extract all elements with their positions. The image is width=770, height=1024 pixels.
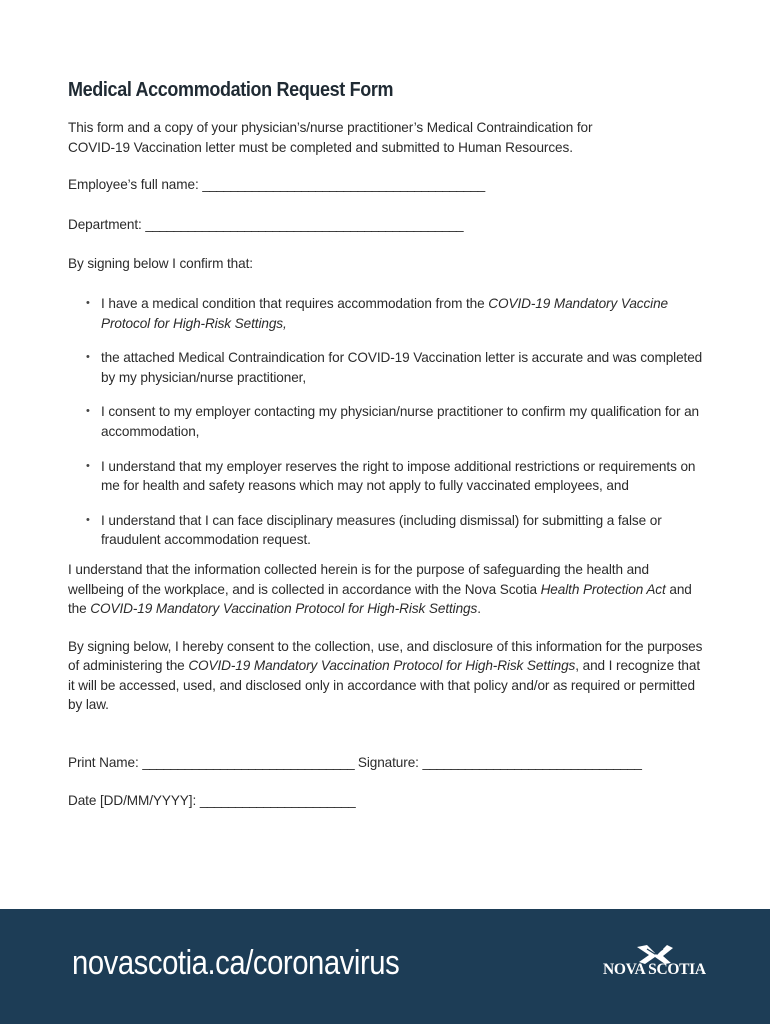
employee-name-label: Employee’s full name: [68,177,199,193]
print-name-label: Print Name: [68,755,139,771]
information-paragraph [68,560,708,619]
employee-name-field[interactable]: ________________________________________ [202,177,485,193]
date-row [68,791,708,811]
intro-line-2: COVID-19 Vaccination letter must be completed and submitted to Human Resources. [68,139,573,155]
signature-label: Signature: [357,755,419,771]
nova-scotia-logo [603,943,707,983]
protocol-ref: COVID-19 Mandatory Vaccination Protocol for High-Risk Settings [90,601,478,617]
logo-wordmark: NOVA SCOTIA [603,961,706,978]
footer-url[interactable]: novascotia.ca/coronavirus [72,944,400,982]
date-label: Date [DD/MM/YYYY]: [68,792,197,808]
list-item [86,348,708,387]
list-item [86,457,708,496]
consent-paragraph [68,637,708,715]
bullet-text: the attached Medical Contraindication for COVID-19 Vaccination letter is accurate and was completed by my physician/nurse practitioner, [101,350,703,385]
signature-field[interactable]: _______________________________ [422,755,642,771]
department-label: Department: [68,216,142,232]
employee-name-row [68,175,708,195]
list-item [86,402,708,441]
bullet-text: I have a medical condition that requires accommodation from the [101,295,489,311]
form-content [68,76,708,828]
department-field[interactable]: _____________________________________________ [145,216,464,232]
confirmation-list [68,294,708,550]
confirm-intro: By signing below I confirm that: [68,256,253,272]
bullet-text: I understand that I can face disciplinary measures (including dismissal) for submitting a false or fraudulent accommodation request. [101,512,662,548]
protocol-ref: COVID-19 Mandatory Vaccination Protocol for High-Risk Settings [188,658,576,674]
info-text: I understand that the information collected herein is for the purpose of safeguarding the health and wellbeing of the workplace, and is collected in accordance with the Nova Scotia [68,561,649,597]
footer-banner [0,909,770,1024]
department-row [68,215,708,235]
print-name-field[interactable]: ______________________________ [142,755,355,771]
page-title: Medical Accommodation Request Form [68,79,394,101]
info-text: . [477,601,481,617]
list-item [86,294,708,333]
consent-text: , and I recognize that it will be accessed, used, and disclosed only in accordance with that policy and/or as required or permitted by law. [68,658,701,713]
info-text: and the [68,581,692,617]
date-field[interactable]: ______________________ [199,792,356,808]
bullet-text: I consent to my employer contacting my physician/nurse practitioner to confirm my qualification for an accommodation, [101,404,700,439]
intro-paragraph [68,118,708,157]
bullet-italic-text: COVID-19 Mandatory Vaccine Protocol for High-Risk Settings, [101,295,669,331]
consent-text: By signing below, I hereby consent to the collection, use, and disclosure of this information for the purposes of administering the [68,638,703,674]
bullet-text: I understand that my employer reserves the right to impose additional restrictions or requirements on me for health and safety reasons which may not apply to fully vaccinated employees, and [101,458,696,494]
intro-line-1: This form and a copy of your physician’s/nurse practitioner’s Medical Contraindication for [68,120,593,135]
list-item [86,511,708,550]
signature-row [68,753,708,773]
health-protection-act-ref: Health Protection Act [540,581,666,597]
